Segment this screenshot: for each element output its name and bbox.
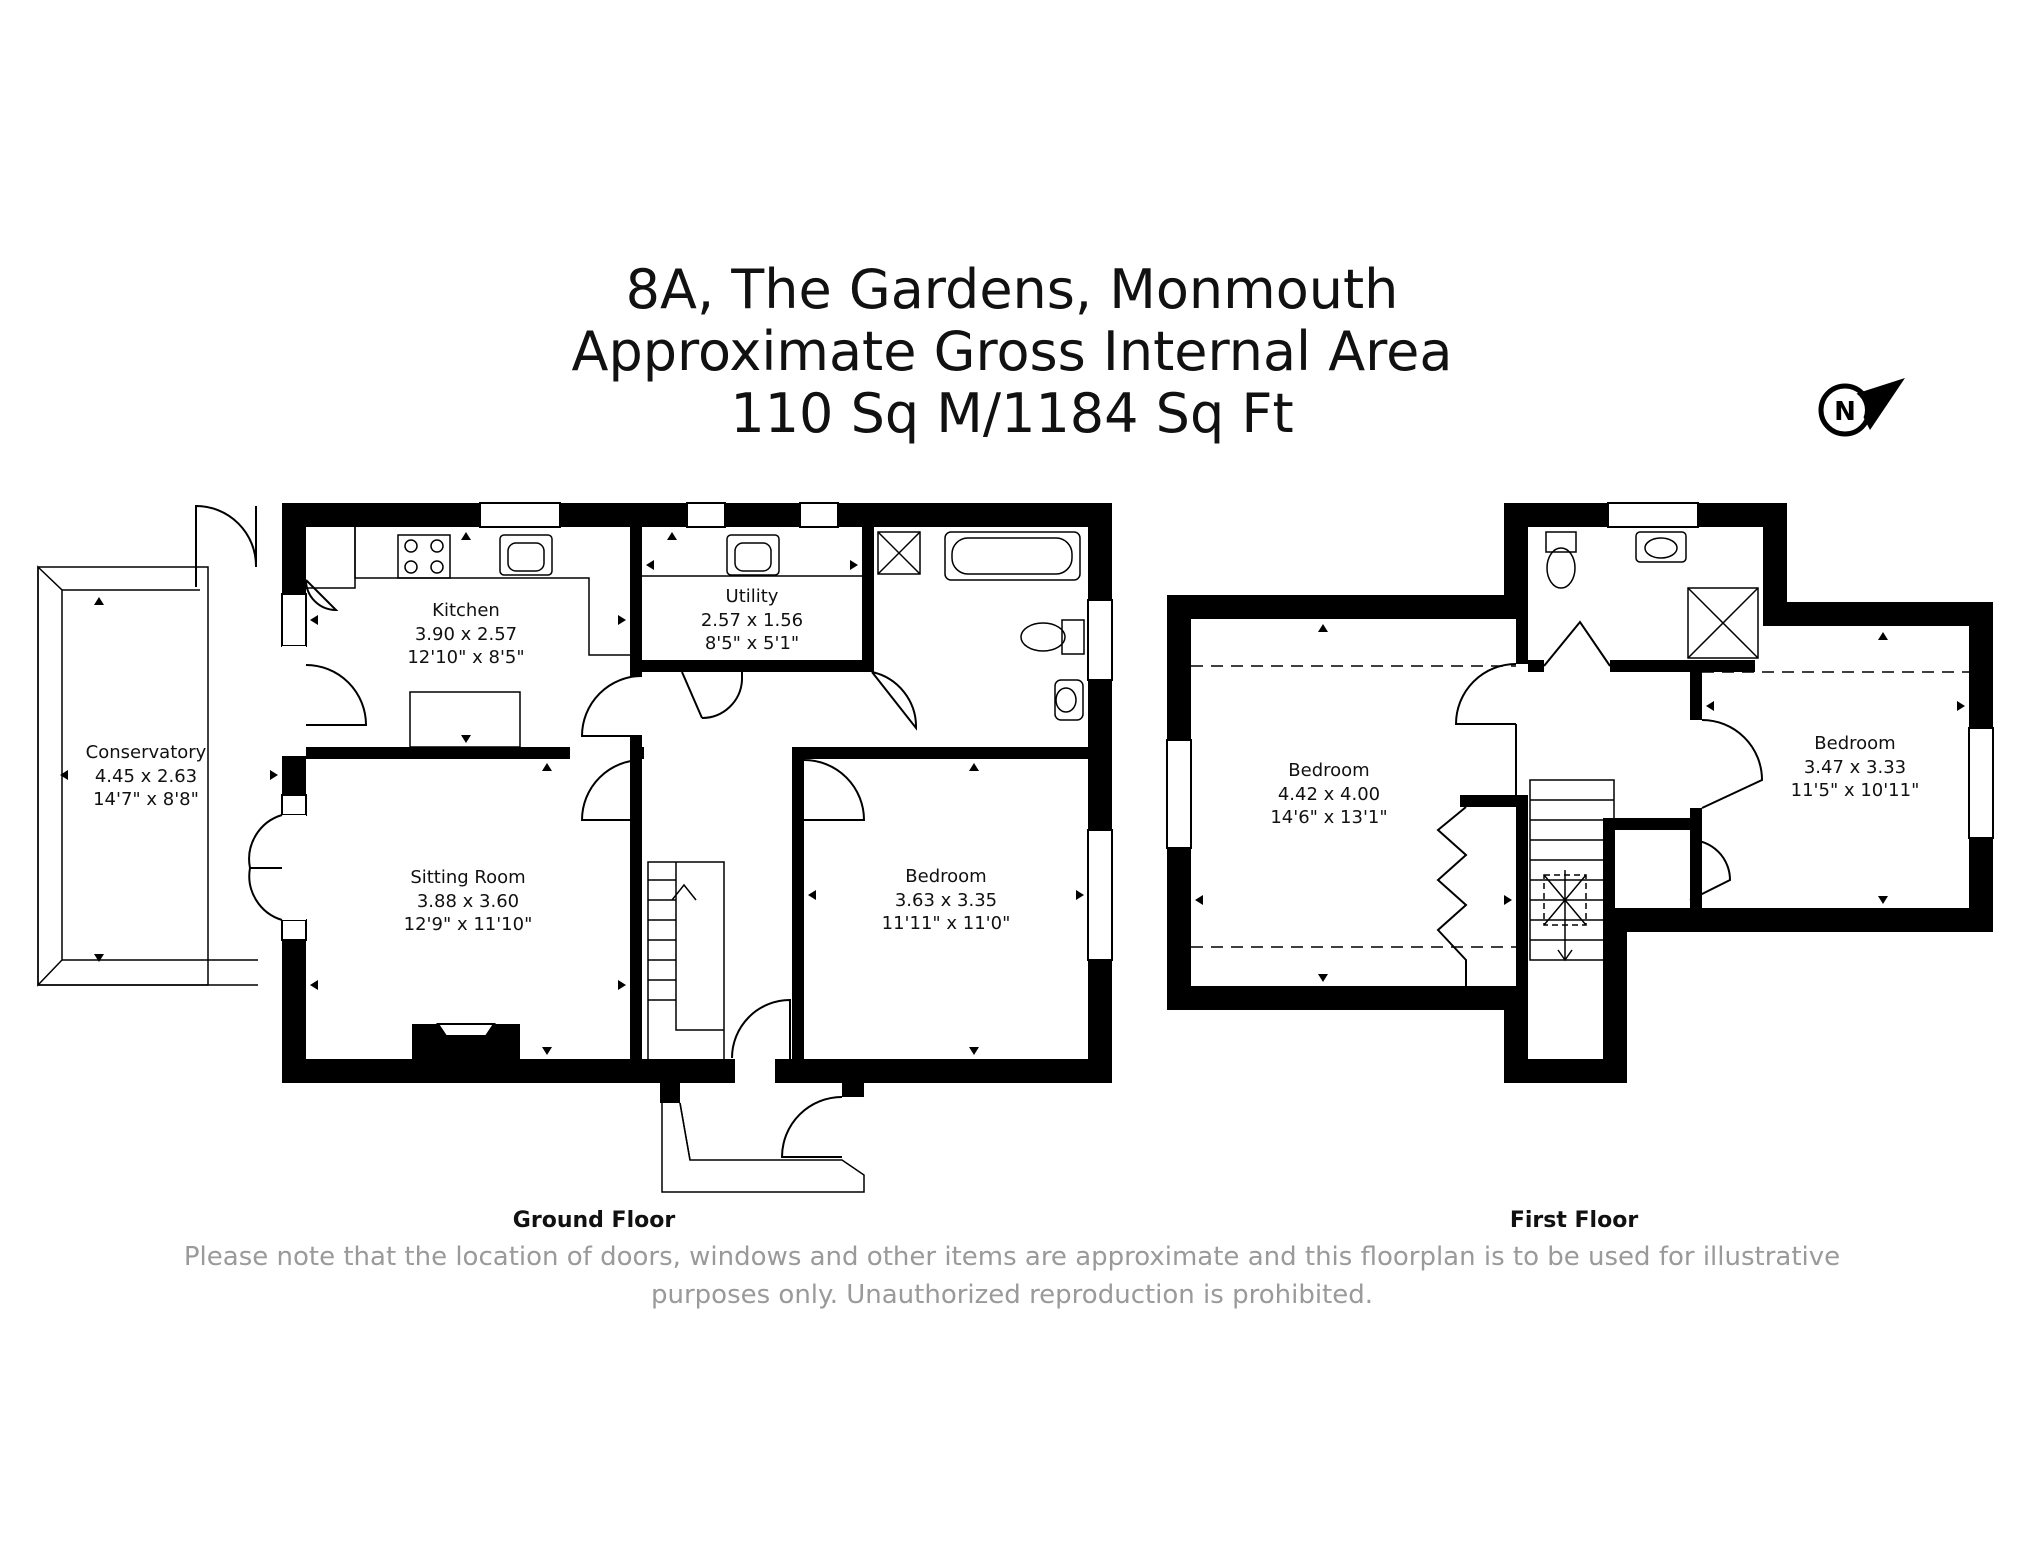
room-metric: 3.90 x 2.57	[414, 624, 518, 645]
area-subtitle: Approximate Gross Internal Area	[571, 320, 1453, 383]
ground-dimension-ticks	[60, 532, 1084, 1055]
room-label-first-bedroom-2	[1791, 733, 1920, 801]
room-imperial: 14'6" x 13'1"	[1270, 807, 1388, 828]
room-metric: 2.57 x 1.56	[700, 610, 804, 631]
bathroom-fittings	[878, 532, 1084, 720]
room-imperial: 12'10" x 8'5"	[407, 647, 525, 668]
room-metric: 3.47 x 3.33	[1803, 757, 1907, 778]
room-metric: 3.63 x 3.35	[894, 890, 998, 911]
room-label-kitchen	[407, 600, 524, 668]
room-name: Utility	[725, 586, 779, 607]
fireplace	[412, 1024, 520, 1059]
ground-floor-label: Ground Floor	[512, 1208, 676, 1233]
ground-floor-plan	[38, 503, 1112, 1233]
ground-stairs	[648, 862, 724, 1062]
room-label-utility	[701, 586, 803, 654]
first-floor-plan	[1167, 503, 1993, 1233]
first-floor-stairs	[1530, 780, 1614, 960]
room-label-ground-bedroom	[882, 866, 1011, 934]
room-name: Sitting Room	[410, 867, 526, 888]
room-imperial: 12'9" x 11'10"	[403, 914, 533, 935]
ground-outer-wall	[282, 503, 1112, 1083]
area-value: 110 Sq M/1184 Sq Ft	[730, 382, 1294, 445]
first-floor-label: First Floor	[1509, 1208, 1639, 1233]
room-label-sitting-room	[404, 867, 533, 935]
first-bathroom-fittings	[1546, 532, 1758, 658]
room-name: Kitchen	[432, 600, 500, 621]
property-address-title: 8A, The Gardens, Monmouth	[625, 258, 1399, 321]
room-imperial: 11'5" x 10'11"	[1790, 780, 1920, 801]
room-name: Bedroom	[905, 866, 987, 887]
room-imperial: 8'5" x 5'1"	[704, 633, 800, 654]
disclaimer-line-1: Please note that the location of doors, windows and other items are approximate and this floorplan is to be used for illustrative	[183, 1242, 1841, 1272]
ground-doors	[249, 580, 916, 1083]
room-metric: 3.88 x 3.60	[416, 891, 520, 912]
room-label-conservatory	[86, 742, 207, 810]
room-name: Conservatory	[85, 742, 207, 763]
room-metric: 4.42 x 4.00	[1277, 784, 1381, 805]
disclaimer-line-2: purposes only. Unauthorized reproduction is prohibited.	[650, 1280, 1374, 1310]
room-label-first-bedroom-1	[1270, 760, 1387, 828]
room-name: Bedroom	[1288, 760, 1370, 781]
porch-outline	[660, 1083, 864, 1192]
room-imperial: 14'7" x 8'8"	[93, 789, 199, 810]
north-compass-icon	[1821, 378, 1905, 434]
compass-letter: N	[1834, 397, 1856, 427]
utility-fittings	[642, 535, 862, 576]
room-name: Bedroom	[1814, 733, 1896, 754]
room-metric: 4.45 x 2.63	[94, 766, 198, 787]
first-floor-wardrobe	[1438, 795, 1516, 986]
room-imperial: 11'11" x 11'0"	[881, 913, 1011, 934]
